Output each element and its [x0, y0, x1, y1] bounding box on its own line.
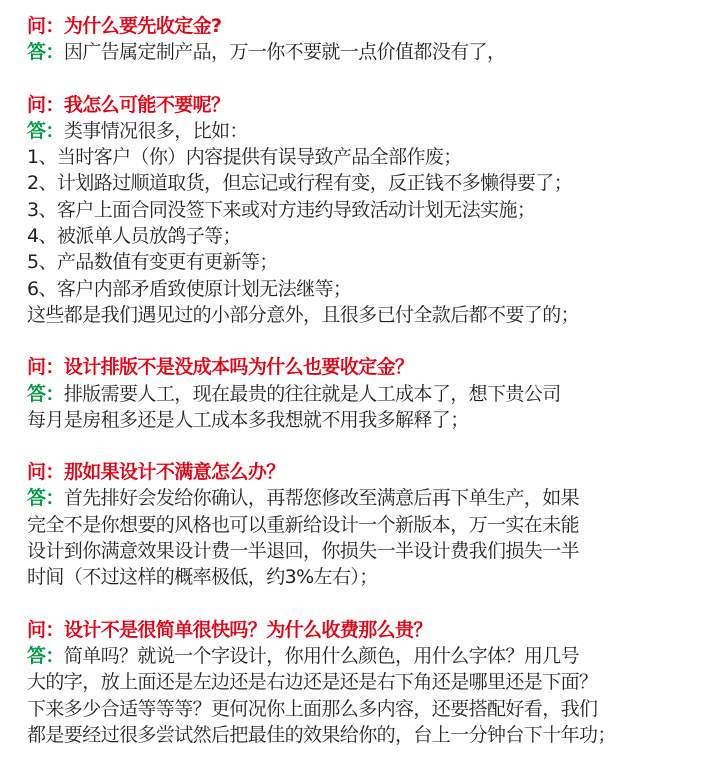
- answer-line: 1、当时客户（你）内容提供有误导致产品全部作废；: [27, 146, 462, 169]
- answer-text: 排版需要人工，现在最贵的往往就是人工成本了，想下贵公司: [63, 382, 561, 405]
- answer-line: 时间（不过这样的概率极低，约3%左右）；: [27, 566, 378, 589]
- faq-item-unsatisfied: [27, 459, 717, 590]
- question-label: 问：: [27, 356, 64, 379]
- question-text: 我怎么可能不要呢？: [63, 93, 230, 116]
- answer-text: 简单吗？就说一个字设计，你用什么颜色，用什么字体？用几号: [63, 644, 580, 667]
- faq-item-why-not-want: [27, 92, 717, 329]
- answer-line: 2、计划路过顺道取货，但忘记或行程有变，反正钱不多懒得要了；: [27, 172, 573, 195]
- question: [27, 13, 717, 39]
- question-text: 为什么要先收定金?: [63, 15, 222, 37]
- question-label: 问：: [27, 618, 64, 641]
- answer-line: 6、客户内部矛盾致使原计划无法继等；: [27, 277, 352, 300]
- answer-line: 这些都是我们遇见过的小部分意外，且很多已付全款后都不要了的；: [27, 303, 580, 326]
- answer-text: 首先排好会发给你确认，再帮您修改至满意后再下单生产，如果: [63, 487, 580, 510]
- question-label: 问：: [27, 15, 64, 37]
- answer: [27, 39, 717, 65]
- answer-label: 答：: [27, 487, 64, 510]
- faq-list: [27, 13, 717, 774]
- question: [27, 92, 717, 118]
- faq-item-deposit: [27, 13, 717, 66]
- answer-label: 答：: [27, 644, 64, 667]
- question-text: 设计排版不是没成本吗为什么也要收定金？: [63, 356, 414, 379]
- answer-line: 完全不是你想要的风格也可以重新给设计一个新版本，万一实在未能: [27, 513, 580, 536]
- answer-text: 类事情况很多，比如：: [63, 119, 248, 142]
- question: [27, 617, 717, 643]
- answer-label: 答：: [27, 382, 64, 405]
- answer-line: 下来多少合适等等等？更何况你上面那么多内容，还要搭配好看，我们: [27, 697, 598, 720]
- question: [27, 354, 717, 380]
- answer: [27, 485, 717, 511]
- faq-item-design-cost: [27, 354, 717, 433]
- faq-item-pricing: [27, 617, 717, 748]
- question-text: 那如果设计不满意怎么办？: [63, 461, 285, 484]
- answer-line: 4、被派单人员放鸽子等；: [27, 225, 241, 248]
- answer-line: 大的字，放上面还是左边还是右边还是还是右下角还是哪里还是下面？: [27, 671, 598, 694]
- answer: [27, 643, 717, 669]
- answer-line: 都是要经过很多尝试然后把最佳的效果给你的，台上一分钟台下十年功；: [27, 723, 616, 746]
- answer-line: 3、客户上面合同没签下来或对方违约导致活动计划无法实施；: [27, 198, 536, 221]
- question: [27, 459, 717, 485]
- question-text: 设计不是很简单很快吗？为什么收费那么贵？: [63, 618, 432, 641]
- answer-label: 答：: [27, 41, 64, 64]
- question-label: 问：: [27, 93, 64, 116]
- answer-label: 答：: [27, 119, 64, 142]
- answer-line: 每月是房租多还是人工成本多我想就不用我多解释了；: [27, 408, 469, 431]
- answer-line: 设计到你满意效果设计费一半退回，你损失一半设计费我们损失一半: [27, 540, 580, 563]
- question-label: 问：: [27, 461, 64, 484]
- answer-text: 因广告属定制产品，万一你不要就一点价值都没有了，: [63, 41, 506, 64]
- answer: [27, 118, 717, 144]
- answer-line: 5、产品数值有变更有更新等；: [27, 251, 278, 274]
- answer: [27, 381, 717, 407]
